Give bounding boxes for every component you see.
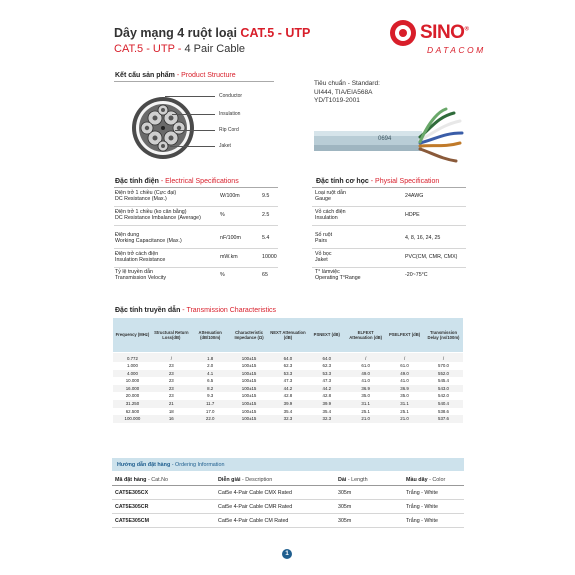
table-row bbox=[113, 415, 463, 423]
label-jacket: Jaket bbox=[219, 143, 231, 149]
table-cell: 42.8 bbox=[322, 393, 332, 399]
spec-label-vn: Vỏ bọc bbox=[315, 251, 332, 257]
table-cell: 540.4 bbox=[424, 400, 463, 408]
column-header: Attenuation (dB/100m) bbox=[191, 318, 230, 352]
spec-label-vn: T° làmviệc bbox=[315, 269, 340, 275]
row-divider bbox=[112, 527, 464, 528]
col-length: Dài - Length bbox=[338, 477, 368, 483]
spec-value: PVC(CM, CMR, CMX) bbox=[405, 254, 458, 260]
table-cell: / bbox=[424, 352, 463, 362]
table-cell: 35.0 bbox=[400, 393, 409, 399]
table-cell: 18 bbox=[168, 408, 174, 414]
table-cell: 11.7 bbox=[191, 400, 230, 408]
spec-unit: % bbox=[220, 272, 225, 278]
spec-label-en: Working Capacitance (Max.) bbox=[115, 238, 182, 245]
table-cell: 35.0 bbox=[361, 393, 370, 399]
table-cell: 61.0 bbox=[400, 363, 409, 369]
order-code: CAT5E305CM bbox=[115, 518, 150, 524]
table-cell: 100±15 bbox=[230, 400, 269, 408]
table-row bbox=[113, 370, 463, 378]
table-cell: 543.0 bbox=[424, 385, 463, 393]
spec-label bbox=[115, 209, 235, 222]
table-cell: 16 bbox=[152, 415, 191, 423]
row-divider bbox=[312, 267, 466, 268]
spec-unit: nF/100m bbox=[220, 235, 241, 241]
label-conductor: Conductor bbox=[219, 93, 243, 99]
table-cell: 100±15 bbox=[230, 352, 269, 362]
table-cell: 100±15 bbox=[241, 378, 257, 384]
table-cell: 8.2 bbox=[191, 385, 230, 393]
table-cell: 0.772 bbox=[113, 352, 152, 362]
table-cell: 9.3 bbox=[207, 393, 214, 399]
row-divider bbox=[312, 225, 466, 226]
structure-rule bbox=[114, 81, 274, 82]
title-vn-accent: CAT.5 - UTP bbox=[240, 26, 311, 40]
column-header: Characteristic Impedance (Ω) bbox=[230, 318, 269, 352]
logo-mark-icon bbox=[390, 20, 416, 46]
spec-value: HDPE bbox=[405, 212, 420, 218]
table-cell: 542.0 bbox=[438, 393, 449, 399]
cable-cross-section-diagram bbox=[121, 88, 281, 168]
col-color: Mầu dây - Color bbox=[406, 477, 446, 483]
table-row bbox=[113, 400, 463, 408]
spec-value: 24AWG bbox=[405, 193, 424, 199]
spec-value: 5.4 bbox=[262, 235, 270, 241]
row-divider bbox=[112, 513, 464, 514]
table-cell: 31.250 bbox=[113, 400, 152, 408]
table-cell: 1.000 bbox=[126, 363, 138, 369]
spec-value: 4, 8, 16, 24, 25 bbox=[405, 235, 441, 241]
table-cell: 100.000 bbox=[113, 415, 152, 423]
table-cell: 64.0 bbox=[269, 352, 308, 362]
table-cell: 23 bbox=[168, 393, 174, 399]
spec-label-en: Insulation Resistance bbox=[115, 257, 166, 264]
table-cell: 100±15 bbox=[230, 415, 269, 423]
spec-label bbox=[315, 232, 395, 245]
table-cell: 31.1 bbox=[385, 400, 424, 408]
spec-label-en: Pairs bbox=[315, 238, 328, 245]
table-cell: 36.9 bbox=[346, 385, 385, 393]
standard-line: YD/T1019-2001 bbox=[314, 97, 360, 104]
table-cell: 35.4 bbox=[322, 408, 332, 414]
table-cell: 570.0 bbox=[438, 363, 449, 369]
label-insulation: Insulation bbox=[219, 111, 241, 117]
spec-value: 9.5 bbox=[262, 193, 270, 199]
table-cell: 23 bbox=[152, 385, 191, 393]
table-row bbox=[113, 377, 463, 385]
order-description: Cat5e 4-Pair Cable CM Rated bbox=[218, 518, 289, 524]
leader-line bbox=[172, 114, 215, 115]
table-cell: 53.3 bbox=[269, 370, 308, 378]
electrical-rule bbox=[114, 187, 278, 188]
table-cell: 61.0 bbox=[361, 363, 370, 369]
title-en-rest: 4 Pair Cable bbox=[184, 43, 246, 55]
table-cell: 552.0 bbox=[424, 370, 463, 378]
spec-value: 65 bbox=[262, 272, 268, 278]
column-header: NEXT Attenuation (dB) bbox=[269, 318, 308, 352]
table-cell: 42.8 bbox=[283, 393, 293, 399]
spec-label bbox=[315, 190, 395, 203]
table-cell: 62.3 bbox=[322, 363, 332, 369]
standard-line: Tiêu chuẩn - Standard: bbox=[314, 80, 380, 87]
standard-line: UI444, TIA/EIA568A bbox=[314, 88, 373, 96]
table-cell: 47.3 bbox=[283, 378, 293, 384]
table-cell: / bbox=[346, 352, 385, 362]
table-cell: 25.1 bbox=[361, 408, 370, 414]
table-cell: 20.000 bbox=[125, 393, 140, 399]
spec-label-en: Jaket bbox=[315, 257, 328, 264]
table-row bbox=[113, 385, 463, 393]
transmission-heading: Đặc tính truyền dẫn - Transmission Characteristics bbox=[115, 307, 277, 314]
label-rip-cord: Rip Cord bbox=[219, 127, 239, 133]
row-divider bbox=[312, 206, 466, 207]
spec-unit: W/100m bbox=[220, 193, 240, 199]
table-cell: 23 bbox=[168, 378, 174, 384]
table-row bbox=[113, 352, 463, 362]
table-row bbox=[113, 392, 463, 400]
col-description: Diễn giải - Description bbox=[218, 477, 273, 483]
spec-label-vn: Điện trở 1 chiều (ko cân bằng) bbox=[115, 209, 187, 215]
table-row bbox=[113, 408, 463, 416]
ordering-heading: Hướng dẫn đặt hàng - Ordering Information bbox=[117, 462, 225, 468]
cable-marking: 0694 bbox=[378, 136, 392, 142]
spec-label-en: Operating T°Range bbox=[315, 275, 361, 282]
table-cell: 39.9 bbox=[307, 400, 346, 408]
spec-label bbox=[315, 269, 395, 282]
leader-line bbox=[170, 146, 215, 147]
table-cell: 62.500 bbox=[125, 408, 140, 414]
spec-label-en: Insulation bbox=[315, 215, 338, 222]
order-length: 305m bbox=[338, 518, 352, 524]
order-color: Trắng - White bbox=[406, 490, 438, 496]
table-cell: 4.1 bbox=[191, 370, 230, 378]
table-cell: 538.6 bbox=[438, 408, 449, 414]
title-en-accent: CAT.5 - UTP - bbox=[114, 43, 185, 55]
physical-rule bbox=[312, 187, 466, 188]
table-cell: 49.0 bbox=[346, 370, 385, 378]
table-cell: 1.8 bbox=[191, 352, 230, 362]
title-english bbox=[114, 43, 245, 55]
row-divider bbox=[114, 206, 278, 207]
column-header: ELFEXT Attenuation (dB) bbox=[346, 318, 385, 352]
spec-value: 10000 bbox=[262, 254, 277, 260]
row-divider bbox=[312, 248, 466, 249]
physical-heading: Đặc tính cơ học - Physial Specification bbox=[316, 178, 440, 185]
order-description: Cat5e 4-Pair Cable CMX Rated bbox=[218, 490, 292, 496]
table-cell: 16.000 bbox=[113, 385, 152, 393]
table-cell: 41.0 bbox=[400, 378, 409, 384]
spec-label-vn: Tỷ lệ truyền dẫn bbox=[115, 269, 153, 275]
leader-line bbox=[165, 96, 215, 97]
spec-value: 2.5 bbox=[262, 212, 270, 218]
spec-label-en: DC Resistance Imbalance (Average) bbox=[115, 215, 201, 222]
spec-label-en: Gauge bbox=[315, 196, 331, 203]
logo-name: SINO® bbox=[420, 22, 469, 43]
table-cell: 53.3 bbox=[307, 370, 346, 378]
table-cell: 21.0 bbox=[385, 415, 424, 423]
spec-label bbox=[115, 269, 235, 282]
table-cell: 35.4 bbox=[283, 408, 293, 414]
table-cell: 10.000 bbox=[125, 378, 140, 384]
column-header: Frequency (MHz) bbox=[113, 318, 152, 352]
spec-label-vn: Số ruột bbox=[315, 232, 333, 238]
transmission-table bbox=[113, 318, 463, 423]
table-cell: 39.9 bbox=[269, 400, 308, 408]
table-cell: 47.3 bbox=[322, 378, 332, 384]
ordering-rule bbox=[112, 485, 464, 486]
title-vn-prefix: Dây mạng 4 ruột loại bbox=[114, 26, 241, 40]
cable-photo bbox=[314, 107, 464, 167]
table-cell: 21 bbox=[152, 400, 191, 408]
table-cell: 23 bbox=[152, 370, 191, 378]
table-cell: 100±15 bbox=[241, 363, 257, 369]
title-vietnamese bbox=[114, 26, 310, 40]
table-cell: 25.1 bbox=[400, 408, 409, 414]
table-cell: 2.0 bbox=[207, 363, 214, 369]
spec-label-en: Transmission Velocity bbox=[115, 275, 167, 282]
spec-label-vn: Điện trở 1 chiều (Cực đại) bbox=[115, 190, 177, 196]
order-code: CAT5E305CX bbox=[115, 490, 149, 496]
table-cell: 23 bbox=[168, 363, 174, 369]
column-header: Transmission Delay (ns/100m) bbox=[424, 318, 463, 352]
spec-label bbox=[315, 209, 395, 222]
table-cell: 4.000 bbox=[113, 370, 152, 378]
order-description: Cat5e 4-Pair Cable CMR Rated bbox=[218, 504, 293, 510]
col-cat-no: Mã đặt hàng - Cat.No bbox=[115, 477, 169, 483]
order-code: CAT5E305CR bbox=[115, 504, 149, 510]
electrical-heading: Đặc tính điện - Electrical Specifications bbox=[115, 178, 239, 185]
spec-label-vn: Loại ruột dẫn bbox=[315, 190, 346, 196]
table-cell: 22.0 bbox=[191, 415, 230, 423]
row-divider bbox=[114, 225, 278, 226]
row-divider bbox=[114, 267, 278, 268]
table-cell: 31.1 bbox=[346, 400, 385, 408]
table-cell: 100±15 bbox=[241, 393, 257, 399]
spec-label-vn: Điện dung bbox=[115, 232, 140, 238]
spec-label bbox=[115, 232, 235, 245]
spec-label bbox=[115, 190, 235, 203]
table-cell: 44.2 bbox=[269, 385, 308, 393]
spec-label bbox=[115, 251, 235, 264]
table-cell: 32.3 bbox=[307, 415, 346, 423]
table-cell: 62.3 bbox=[283, 363, 293, 369]
table-cell: / bbox=[152, 352, 191, 362]
table-cell: 64.0 bbox=[307, 352, 346, 362]
order-color: Trắng - White bbox=[406, 504, 438, 510]
table-cell: 49.0 bbox=[385, 370, 424, 378]
column-header: PSNEXT (dB) bbox=[307, 318, 346, 352]
page-number: 1 bbox=[282, 549, 292, 559]
table-cell: / bbox=[385, 352, 424, 362]
table-cell: 17.0 bbox=[205, 408, 215, 414]
table-cell: 6.5 bbox=[207, 378, 214, 384]
standard-text bbox=[314, 80, 380, 106]
logo-subtitle: DATACOM bbox=[427, 45, 486, 55]
table-cell: 44.2 bbox=[307, 385, 346, 393]
spec-label-en: DC Resistance (Max.) bbox=[115, 196, 167, 203]
order-length: 305m bbox=[338, 504, 352, 510]
spec-unit: % bbox=[220, 212, 225, 218]
table-cell: 100±15 bbox=[241, 408, 257, 414]
table-row bbox=[113, 362, 463, 370]
spec-value: -20~75°C bbox=[405, 272, 428, 278]
column-header: Structural Return Loss(dB) bbox=[152, 318, 191, 352]
sino-datacom-logo bbox=[390, 20, 500, 58]
structure-heading: Kết cấu sản phẩm - Product Structure bbox=[115, 72, 236, 79]
table-cell: 41.0 bbox=[361, 378, 370, 384]
leader-line bbox=[175, 130, 215, 131]
table-cell: 537.6 bbox=[424, 415, 463, 423]
spec-label-vn: Vỏ cách điện bbox=[315, 209, 346, 215]
row-divider bbox=[112, 499, 464, 500]
table-cell: 545.4 bbox=[438, 378, 449, 384]
row-divider bbox=[114, 248, 278, 249]
table-cell: 100±15 bbox=[230, 370, 269, 378]
order-length: 305m bbox=[338, 490, 352, 496]
table-cell: 21.0 bbox=[346, 415, 385, 423]
column-header: PSELFEXT (dB) bbox=[385, 318, 424, 352]
order-color: Trắng - White bbox=[406, 518, 438, 524]
table-cell: 36.9 bbox=[385, 385, 424, 393]
table-cell: 100±15 bbox=[230, 385, 269, 393]
spec-unit: mW.km bbox=[220, 254, 238, 260]
spec-label bbox=[315, 251, 395, 264]
spec-label-vn: Điện trở cách điện bbox=[115, 251, 159, 257]
table-cell: 32.3 bbox=[269, 415, 308, 423]
